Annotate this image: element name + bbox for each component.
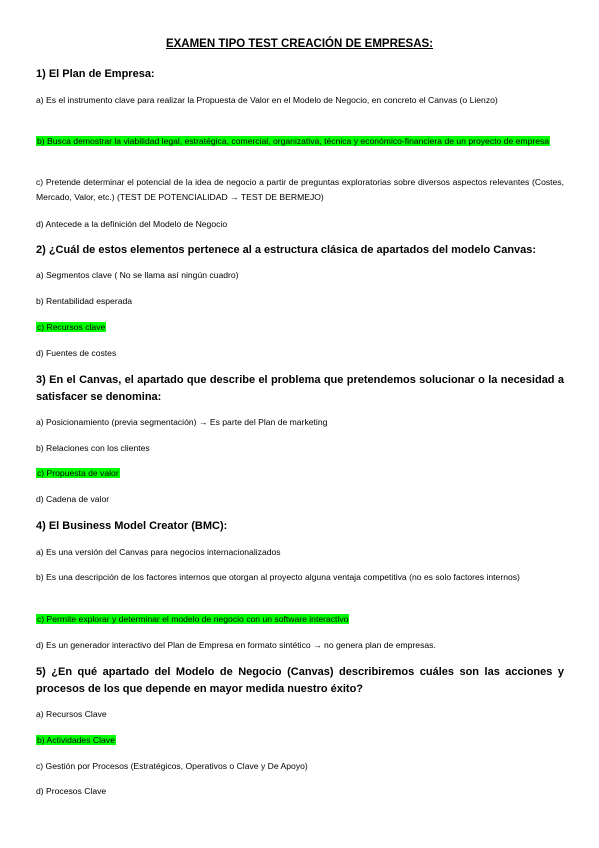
q1-option-b-highlighted: [36, 134, 564, 149]
q3-option-a: a) Posicionamiento (previa segmentación) → Es parte del Plan de marketing: [36, 417, 328, 427]
q2-option-c-highlighted: [36, 320, 564, 335]
q4-option-d: d) Es un generador interactivo del Plan de Empresa en formato sintético → no genera plan de empresas.: [36, 640, 436, 650]
q5-option-c: c) Gestión por Procesos (Estratégicos, Operativos o Clave y De Apoyo): [36, 761, 308, 771]
q4-option-a: a) Es una versión del Canvas para negocios internacionalizados: [36, 547, 281, 557]
q2-option-a: a) Segmentos clave ( No se llama así ningún cuadro): [36, 270, 239, 280]
q4-option-b: b) Es una descripción de los factores internos que otorgan al proyecto alguna ventaja competitiva (no es solo factores internos): [36, 572, 520, 582]
q3-option-d: d) Cadena de valor: [36, 494, 110, 504]
question-1: 1) El Plan de Empresa:: [36, 68, 155, 80]
answer-highlight: c) Permite explorar y determinar el modelo de negocio con un software interactivo: [37, 614, 349, 624]
q5-option-a: a) Recursos Clave: [36, 709, 107, 719]
answer-highlight: c) Propuesta de valor: [37, 468, 119, 478]
answer-highlight: c) Recursos clave: [37, 322, 106, 332]
question-2: 2) ¿Cuál de estos elementos pertenece al a estructura clásica de apartados del modelo Canvas:: [36, 244, 537, 256]
q3-option-c-highlighted: [36, 466, 564, 481]
q2-option-b: b) Rentabilidad esperada: [36, 296, 133, 306]
q1-option-d: d) Antecede a la definición del Modelo de Negocio: [36, 219, 228, 229]
q4-option-c-highlighted: [36, 612, 564, 627]
q3-option-b: b) Relaciones con los clientes: [36, 443, 150, 453]
page-title: EXAMEN TIPO TEST CREACIÓN DE EMPRESAS:: [165, 38, 434, 50]
q1-option-a: a) Es el instrumento clave para realizar la Propuesta de Valor en el Modelo de Negocio, en concreto el Canvas (o Lienzo): [36, 95, 498, 105]
answer-highlight: b) Busca demostrar la viabilidad legal, estratégica, comercial, organizativa, técnica y económico-financiera de un proyecto de empresa: [37, 136, 550, 146]
q1-option-c: c) Pretende determinar el potencial de la idea de negocio a partir de preguntas exploratorias sobre diversos aspectos relevantes (Costes, Mercado, Valor, etc.) (TEST DE POTENCIALIDAD → TEST DE BERMEJO): [36, 177, 564, 202]
answer-highlight: b) Actividades Clave: [37, 735, 115, 745]
question-3: 3) En el Canvas, el apartado que describe el problema que pretendemos solucionar o la necesidad a satisfacer se denomina:: [36, 374, 564, 403]
question-5: 5) ¿En qué apartado del Modelo de Negocio (Canvas) describiremos cuáles son las acciones y procesos de los que depende en mayor medida nuestro éxito?: [36, 666, 564, 695]
q5-option-b-highlighted: [36, 733, 564, 748]
q2-option-d: d) Fuentes de costes: [36, 348, 117, 358]
q5-option-d: d) Procesos Clave: [36, 786, 107, 796]
question-4: 4) El Business Model Creator (BMC):: [36, 520, 228, 532]
